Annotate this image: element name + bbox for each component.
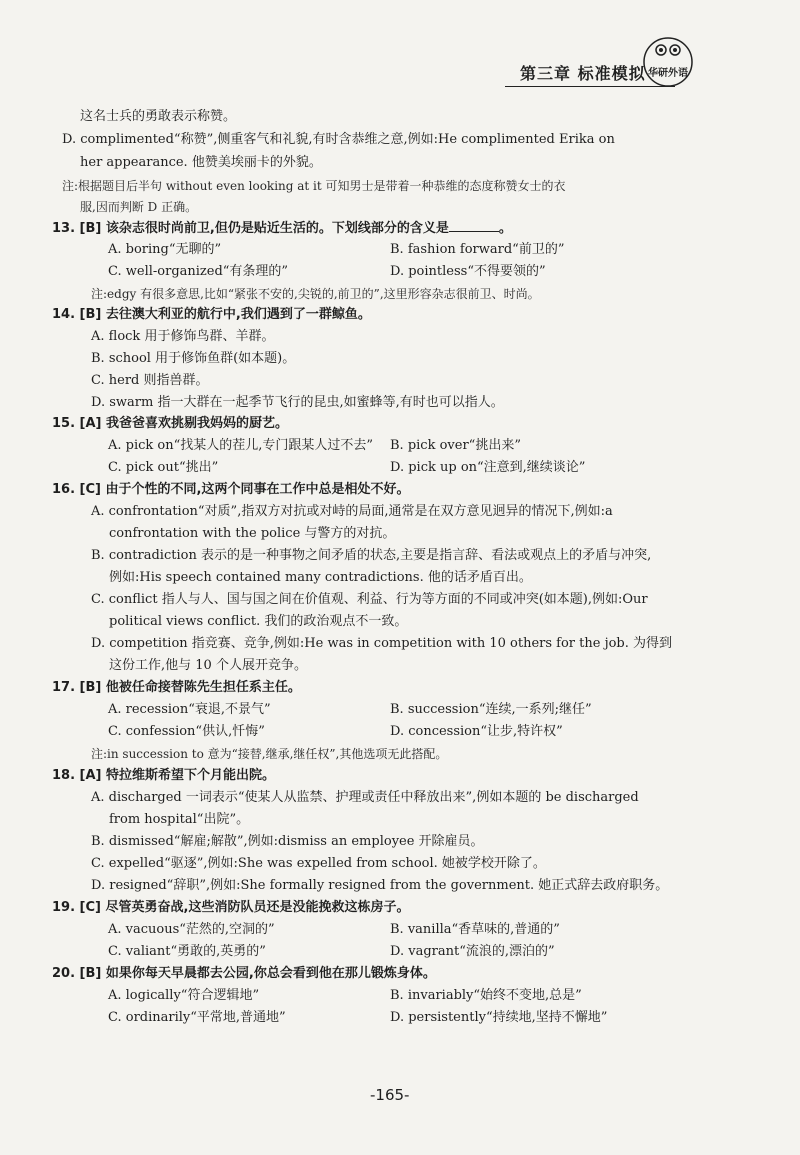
explanation-line: A. discharged 一词表示“使某人从监禁、护理或责任中释放出来”,例如本题的 be discharged [91,790,639,805]
question-text: 尽管英勇奋战,这些消防队员还是没能挽救这栋房子。 [105,900,410,915]
question-number: 19. [C] [52,900,106,915]
explanation-line: 服,因而判断 D 正确。 [80,200,198,214]
explanation-line: 注:根据题目后半句 without even looking at it 可知男士是带着一种恭维的态度称赞女士的衣 [62,179,566,193]
question-text: 我爸爸喜欢挑剔我妈妈的厨艺。 [106,416,289,431]
option-left: A. vacuous“茫然的,空洞的” [108,922,275,937]
publisher-logo-icon [640,34,696,90]
explanation-line: B. dismissed“解雇;解散”,例如:dismiss an employee 开除雇员。 [91,834,484,849]
option-left: C. confession“供认,忏悔” [108,724,265,739]
explanation-line: D. complimented“称赞”,侧重客气和礼貌,有时含恭维之意,例如:He complimented Erika on [62,132,615,147]
question-number: 16. [C] [52,482,106,497]
page-number: -165- [370,1086,410,1104]
explanation-line: her appearance. 他赞美埃丽卡的外貌。 [80,155,322,170]
explanation-line: A. flock 用于修饰鸟群、羊群。 [91,329,275,344]
question-number: 20. [B] [52,966,106,981]
explanation-line: 这份工作,他与 10 个人展开竞争。 [109,658,307,673]
explanation-line: C. expelled“驱逐”,例如:She was expelled from school. 她被学校开除了。 [91,856,546,871]
option-left: C. pick out“挑出” [108,460,219,475]
question-number: 18. [A] [52,768,107,783]
question-text-tail: 。 [498,221,512,236]
question-number: 13. [B] [52,221,106,236]
option-right: B. fashion forward“前卫的” [390,242,565,257]
option-left: A. boring“无聊的” [108,242,222,257]
question-number: 15. [A] [52,416,107,431]
option-right: D. vagrant“流浪的,漂泊的” [390,944,555,959]
explanation-line: 例如:His speech contained many contradictions. 他的话矛盾百出。 [109,570,532,585]
question-text: 特拉维斯希望下个月能出院。 [106,768,276,783]
question-text: 由于个性的不同,这两个同事在工作中总是相处不好。 [105,482,410,497]
explanation-line: from hospital“出院”。 [109,812,250,827]
option-left: A. recession“衰退,不景气” [108,702,271,717]
question-number: 17. [B] [52,680,106,695]
option-right: B. invariably“始终不变地,总是” [390,988,582,1003]
explanation-line: D. resigned“辞职”,例如:She formally resigned from the government. 她正式辞去政府职务。 [91,878,669,893]
question-text: 去往澳大利亚的航行中,我们遇到了一群鲸鱼。 [105,307,371,322]
explanation-line: B. school 用于修饰鱼群(如本题)。 [91,351,296,366]
option-left: C. well-organized“有条理的” [108,264,289,279]
question-stem [52,481,409,499]
option-right: B. succession“连续,一系列;继任” [390,702,592,717]
question-stem [52,679,301,697]
explanation-line: D. competition 指竞赛、竞争,例如:He was in competition with 10 others for the job. 为得到 [91,636,673,651]
explanation-line: C. conflict 指人与人、国与国之间在价值观、利益、行为等方面的不同或冲突(如本题),例如:Our [91,592,648,607]
explanation-line: confrontation with the police 与警方的对抗。 [109,526,396,541]
option-left: A. logically“符合逻辑地” [108,988,260,1003]
question-number: 14. [B] [52,307,106,322]
question-stem [52,219,512,238]
explanation-line: 这名士兵的勇敢表示称赞。 [80,109,237,124]
explanation-line: 注:in succession to 意为“接替,继承,继任权”,其他选项无此搭配。 [91,747,448,761]
option-right: D. concession“让步,特许权” [390,724,563,739]
explanation-line: C. herd 则指兽群。 [91,373,209,388]
option-right: D. pointless“不得要领的” [390,264,546,279]
option-right: B. vanilla“香草味的,普通的” [390,922,560,937]
question-stem [52,306,371,324]
question-stem [52,965,436,983]
option-left: C. valiant“勇敢的,英勇的” [108,944,266,959]
logo-text: 华研外语 [648,68,688,79]
question-text: 如果你每天早晨都去公园,你总会看到他在那儿锻炼身体。 [105,966,436,981]
question-stem [52,415,288,433]
option-right: B. pick over“挑出来” [390,438,521,453]
option-left: C. ordinarily“平常地,普通地” [108,1010,286,1025]
explanation-line: A. confrontation“对质”,指双方对抗或对峙的局面,通常是在双方意见迥异的情况下,例如:a [91,504,613,519]
explanation-line: 注:edgy 有很多意思,比如“紧张不安的,尖锐的,前卫的”,这里形容杂志很前卫、时尚。 [91,287,540,301]
option-left: A. pick on“找某人的茬儿,专门跟某人过不去” [108,438,374,453]
chapter-title: 第三章 标准模拟 [520,64,646,83]
question-stem [52,767,275,785]
explanation-line: B. contradiction 表示的是一种事物之间矛盾的状态,主要是指言辞、看法或观点上的矛盾与冲突, [91,548,652,563]
answer-blank [449,219,499,232]
question-text: 该杂志很时尚前卫,但仍是贴近生活的。下划线部分的含义是 [105,221,449,236]
question-stem [52,899,409,917]
explanation-line: political views conflict. 我们的政治观点不一致。 [109,614,408,629]
option-right: D. persistently“持续地,坚持不懈地” [390,1010,608,1025]
explanation-line: D. swarm 指一大群在一起季节飞行的昆虫,如蜜蜂等,有时也可以指人。 [91,395,504,410]
option-right: D. pick up on“注意到,继续谈论” [390,460,586,475]
question-text: 他被任命接替陈先生担任系主任。 [105,680,301,695]
